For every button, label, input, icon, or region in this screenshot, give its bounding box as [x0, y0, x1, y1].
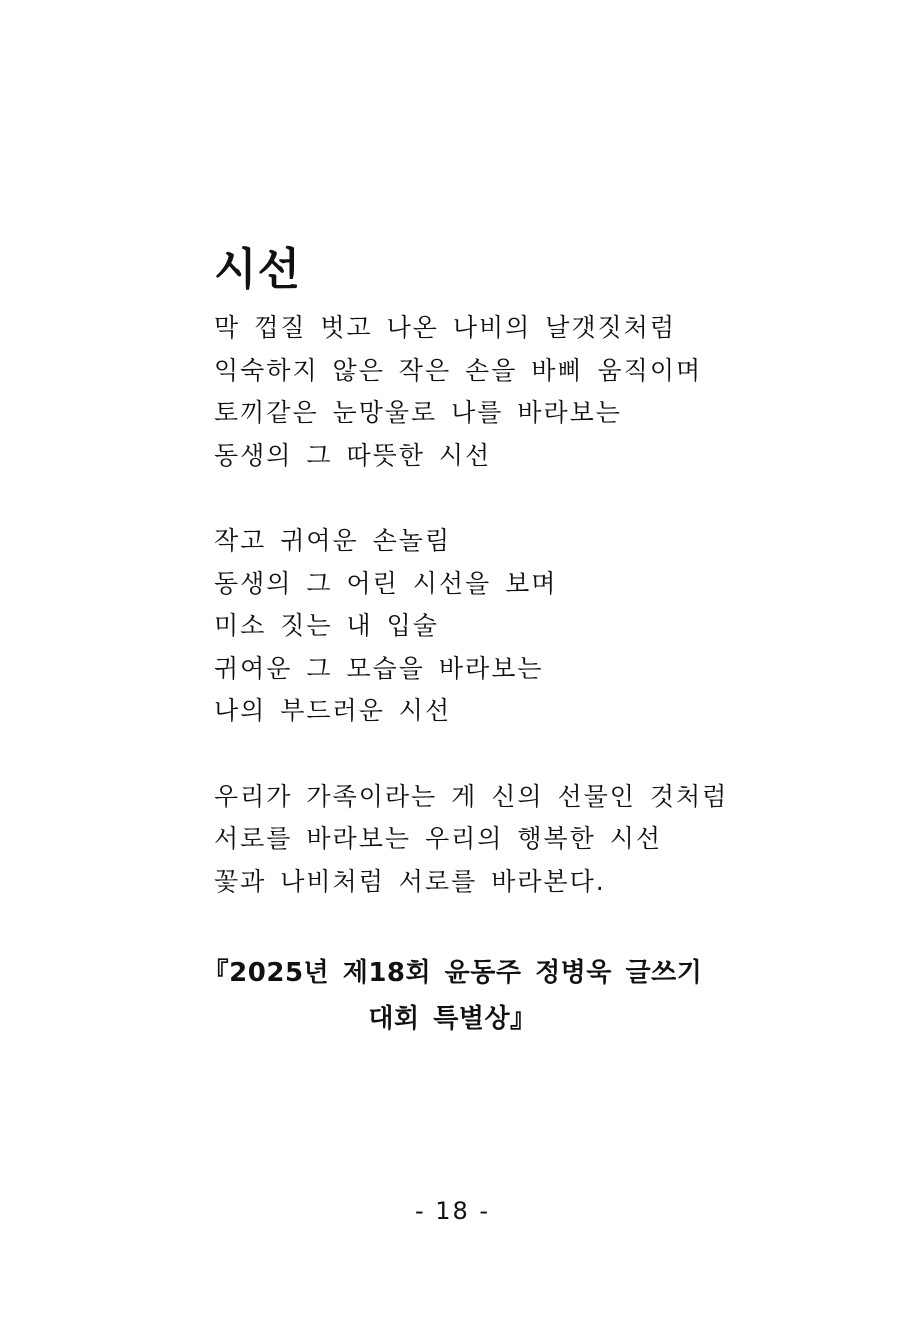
- poem-line: 토끼같은 눈망울로 나를 바라보는: [214, 398, 622, 428]
- poem-line: 미소 짓는 내 입술: [214, 611, 439, 641]
- page-number: - 18 -: [414, 1197, 491, 1225]
- poem-line: 우리가 가족이라는 게 신의 선물인 것처럼: [214, 781, 729, 811]
- stanza-3: [214, 776, 774, 904]
- poem-line: 서로를 바라보는 우리의 행복한 시선: [214, 824, 663, 854]
- poem-line: 동생의 그 어린 시선을 보며: [214, 568, 558, 598]
- poem-body: [214, 307, 774, 903]
- award-line-1: 『2025년 제18회 윤동주 정병욱 글쓰기: [202, 958, 703, 988]
- poem-line: 작고 귀여운 손놀림: [214, 525, 452, 555]
- poem-line: 익숙하지 않은 작은 손을 바삐 움직이며: [214, 355, 703, 385]
- poem-title: 시선: [214, 244, 302, 295]
- stanza-1: [214, 307, 774, 477]
- poem-line: 꽃과 나비처럼 서로를 바라본다.: [214, 866, 606, 896]
- stanza-2: [214, 520, 774, 733]
- award-line-2: 대회 특별상』: [368, 1004, 537, 1034]
- poem-line: 귀여운 그 모습을 바라보는: [214, 653, 544, 683]
- poem-line: 동생의 그 따뜻한 시선: [214, 440, 492, 470]
- poem-line: 막 껍질 벗고 나온 나비의 날갯짓처럼: [214, 313, 676, 342]
- award-caption: [180, 950, 725, 1042]
- poem-line: 나의 부드러운 시선: [214, 696, 452, 726]
